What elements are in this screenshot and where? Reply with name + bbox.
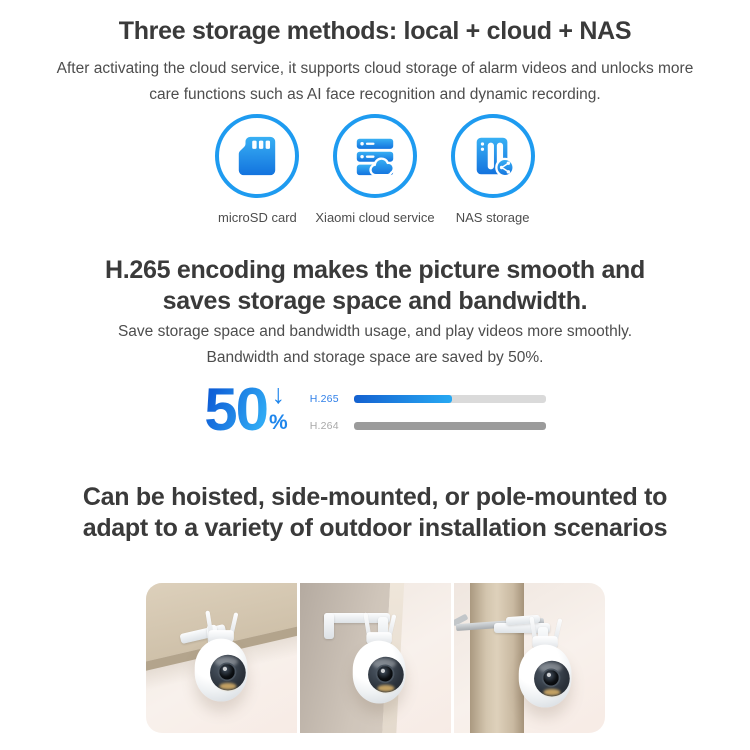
encoding-section-subtitle	[0, 319, 750, 371]
encoding-subtitle-line1: Save storage space and bandwidth usage, and play videos more smoothly.	[117, 323, 633, 340]
h265-bar-row	[310, 393, 546, 405]
storage-subtitle-line1: After activating the cloud service, it supports cloud storage of alarm videos and unlocks more	[56, 60, 694, 77]
encoding-section-title	[0, 255, 750, 317]
h264-bar-row	[310, 420, 546, 432]
security-camera	[506, 637, 584, 725]
h265-bar-track	[354, 395, 546, 403]
spotlight-glow	[377, 685, 394, 692]
storage-section-subtitle	[0, 56, 750, 108]
storage-item-label: Xiaomi cloud service	[315, 210, 435, 225]
mounting-title-line1: Can be hoisted, side-mounted, or pole-mounted to	[82, 483, 668, 511]
security-camera	[340, 633, 418, 721]
h265-label: H.265	[309, 392, 339, 405]
encoding-subtitle-line2: Bandwidth and storage space are saved by 50%.	[206, 349, 544, 366]
side-mounted-camera-photo	[300, 583, 451, 733]
storage-item-cloud	[315, 114, 434, 225]
pole-mounted-camera-photo	[454, 583, 605, 733]
camera-lens	[217, 662, 236, 681]
percent-sign: %	[269, 411, 288, 434]
spotlight-glow	[543, 689, 560, 696]
camera-lens-housing	[534, 661, 570, 697]
camera-lens	[541, 668, 560, 687]
storage-item-microsd	[215, 114, 299, 225]
camera-lens-housing	[210, 655, 246, 691]
mounting-section-title	[0, 482, 750, 544]
codec-comparison-bars	[310, 389, 546, 432]
encoding-title-line2: saves storage space and bandwidth.	[162, 287, 588, 315]
savings-percent-value: 50	[204, 376, 268, 443]
storage-item-label: microSD card	[218, 210, 297, 225]
hoisted-camera-photo	[146, 583, 297, 733]
mounting-title-line2: adapt to a variety of outdoor installation scenarios	[82, 514, 668, 542]
h265-bar-fill	[354, 395, 452, 403]
mount-bracket-hook	[324, 613, 334, 639]
camera-lens	[375, 664, 394, 683]
encoding-title-line1: H.265 encoding makes the picture smooth and	[104, 256, 645, 284]
down-arrow-icon: ↓	[271, 379, 286, 409]
spotlight-glow	[219, 683, 236, 690]
savings-stat	[204, 376, 288, 443]
camera-lens-housing	[368, 657, 404, 693]
microsd-card-icon	[215, 114, 299, 198]
bandwidth-savings-graphic	[0, 376, 750, 443]
storage-item-nas	[451, 114, 535, 225]
h264-bar-fill	[354, 422, 546, 430]
storage-methods-row	[0, 114, 750, 225]
storage-section-title: Three storage methods: local + cloud + NAS	[118, 17, 632, 45]
security-camera	[182, 631, 260, 719]
nas-storage-icon	[451, 114, 535, 198]
storage-item-label: NAS storage	[455, 210, 530, 225]
mounting-scenes-row	[0, 583, 750, 733]
storage-subtitle-line2: care functions such as AI face recognition and dynamic recording.	[149, 86, 601, 103]
h264-label: H.264	[309, 419, 339, 432]
h264-bar-track	[354, 422, 546, 430]
cloud-service-icon	[333, 114, 417, 198]
